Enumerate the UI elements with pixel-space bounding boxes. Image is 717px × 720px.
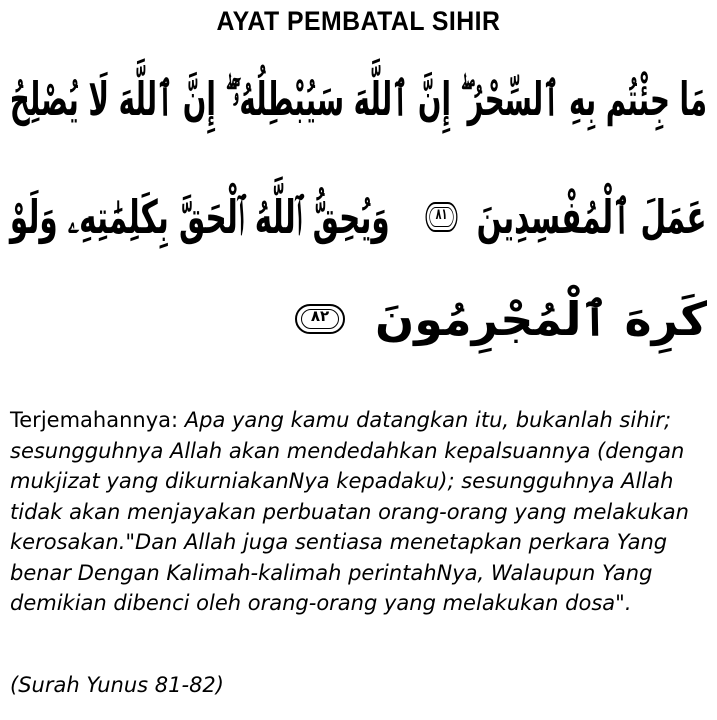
ayah-number-82: ٨٢: [310, 306, 330, 325]
ayah-number-81: ٨١: [436, 204, 448, 223]
surah-reference: (Surah Yunus 81-82): [10, 673, 224, 697]
translation-line-5: kerosakan."Dan Allah juga sentiasa menetapkan perkara Yang: [10, 530, 668, 554]
arabic-verse-line-2: [10, 189, 707, 244]
arabic-verse-line-2-part-a: عَمَلَ ٱلْمُفْسِدِينَ: [477, 189, 707, 244]
arabic-verse-line-3-text: كَرِهَ ٱلْمُجْرِمُونَ: [375, 291, 707, 346]
arabic-verse-line-1: مَا جِئْتُم بِهِ ٱلسِّحْرُ ۖ إِنَّ ٱللَّهَ سَيُبْطِلُهُۥٓ ۖ إِنَّ ٱللَّهَ لَا يُصْلِحُ: [9, 72, 707, 126]
translation-line-3: mukjizat yang dikurniakanNya kepadaku); sesungguhnya Allah: [10, 469, 674, 493]
translation-line-6: benar Dengan Kalimah-kalimah perintahNya, Walaupun Yang: [10, 560, 653, 585]
translation-line-4: tidak akan menjayakan perbuatan orang-orang yang melakukan: [10, 499, 689, 524]
translation-line-2: sesungguhnya Allah akan mendedahkan kepalsuannya (dengan: [10, 438, 685, 463]
page-title: AYAT PEMBATAL SIHIR: [216, 6, 501, 36]
translation-line-1: [10, 405, 710, 436]
arabic-verse-line-3: [281, 291, 707, 346]
translation-line-1-text: Apa yang kamu datangkan itu, bukanlah sihir;: [184, 408, 672, 432]
ayah-number-marker-82: [295, 304, 345, 334]
translation-line-7: demikian dibenci oleh orang-orang yang melakukan dosa".: [10, 591, 632, 615]
arabic-verse-line-2-part-b: وَيُحِقُّ ٱللَّهُ ٱلْحَقَّ بِكَلِمَٰتِهِۦ وَلَوْ: [10, 189, 391, 244]
translation-paragraph: [10, 405, 710, 619]
ayah-number-marker-81: [426, 202, 458, 232]
translation-label: Terjemahannya:: [10, 408, 185, 432]
